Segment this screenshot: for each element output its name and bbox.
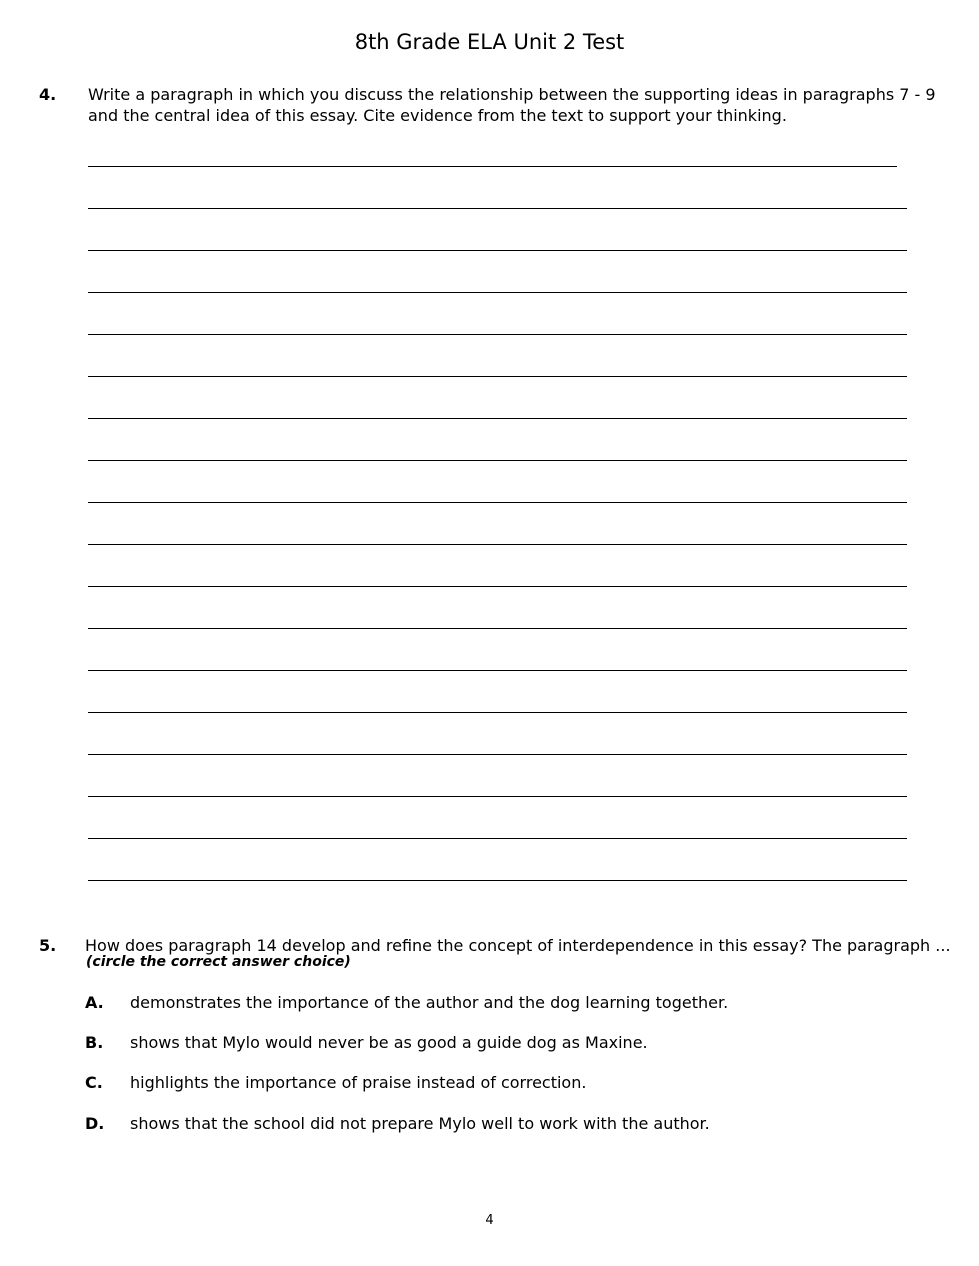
choice-text: shows that Mylo would never be as good a guide dog as Maxine. [130,1033,648,1052]
answer-line[interactable] [88,250,907,251]
answer-line[interactable] [88,838,907,839]
question-4-number: 4. [39,85,57,104]
answer-line[interactable] [88,292,907,293]
page-number: 4 [485,1213,494,1228]
answer-line[interactable] [88,628,907,629]
choice-text: highlights the importance of praise instead of correction. [130,1073,587,1092]
answer-line[interactable] [88,754,907,755]
question-4-prompt-line-1: Write a paragraph in which you discuss the relationship between the supporting ideas in paragraphs 7 - 9 [88,85,936,104]
choice-letter: C. [85,1073,103,1092]
answer-line[interactable] [88,670,907,671]
question-5-number: 5. [39,936,57,955]
choice-letter: B. [85,1033,104,1052]
question-4-prompt-line-2: and the central idea of this essay. Cite evidence from the text to support your thinking. [88,106,787,125]
question-4-prompt [88,84,936,126]
answer-line[interactable] [88,712,907,713]
answer-line[interactable] [88,502,907,503]
answer-line[interactable] [88,544,907,545]
question-5-prompt: How does paragraph 14 develop and refine the concept of interdependence in this essay? The paragraph ... [85,936,951,955]
choice-letter: A. [85,993,104,1012]
answer-lines[interactable] [88,166,907,922]
answer-line[interactable] [88,796,907,797]
answer-line[interactable] [88,880,907,881]
answer-line[interactable] [88,166,897,167]
answer-line[interactable] [88,334,907,335]
answer-line[interactable] [88,586,907,587]
choice-letter: D. [85,1114,105,1133]
choice-text: shows that the school did not prepare Mylo well to work with the author. [130,1114,710,1133]
answer-line[interactable] [88,376,907,377]
answer-line[interactable] [88,418,907,419]
question-5-instruction: (circle the correct answer choice) [86,954,351,970]
choice-text: demonstrates the importance of the author and the dog learning together. [130,993,729,1012]
page-title: 8th Grade ELA Unit 2 Test [354,30,625,54]
answer-line[interactable] [88,460,907,461]
answer-line[interactable] [88,208,907,209]
